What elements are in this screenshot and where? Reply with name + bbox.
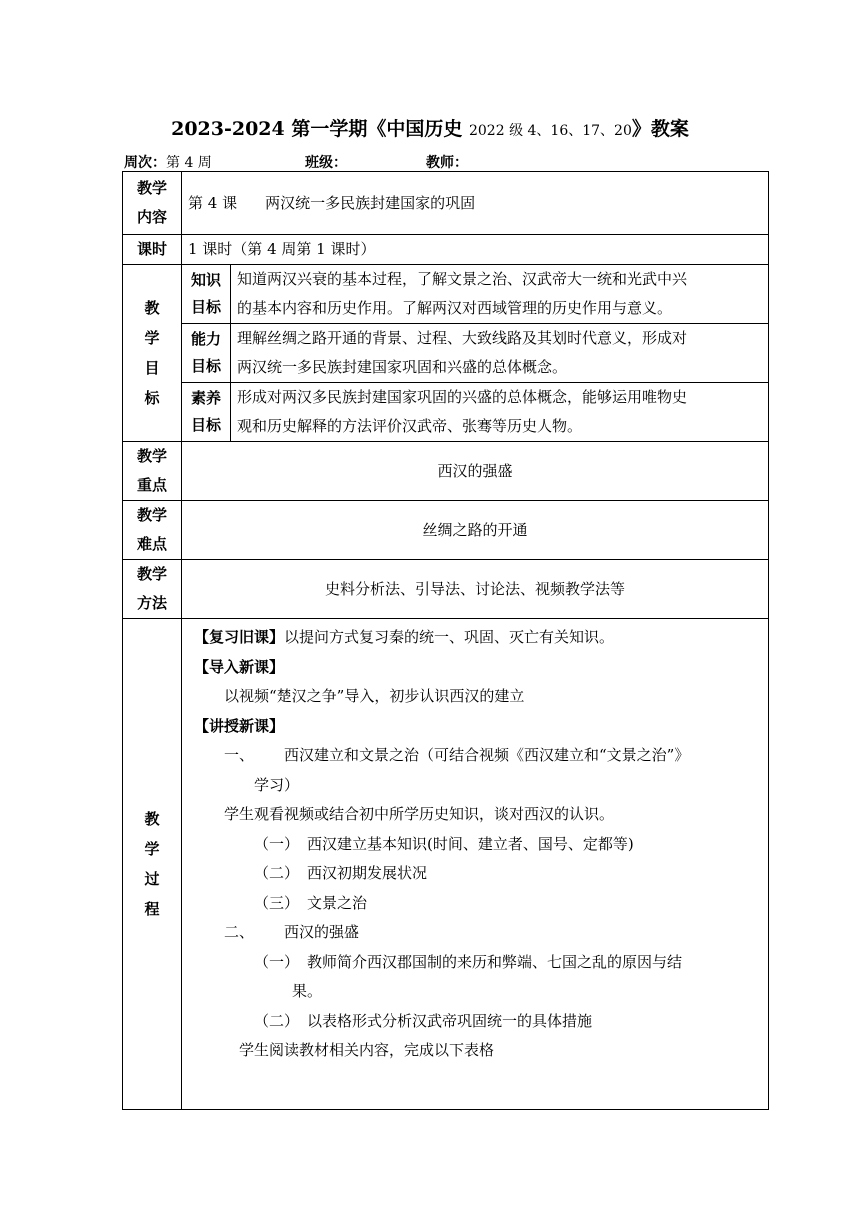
difficulty-label: 教学 难点 (123, 501, 182, 560)
goal-label-knowledge: 知识 目标 (182, 265, 231, 324)
goal-label-literacy: 素养 目标 (182, 383, 231, 442)
week-label: 周次： (124, 155, 166, 171)
process-label: 教 学 过 程 (123, 619, 182, 1110)
process-content (182, 619, 769, 1110)
goal-text-literacy: 形成对两汉多民族封建国家巩固的兴盛的总体概念，能够运用唯物史 观和历史解释的方法评价汉武帝、张骞等历史人物。 (231, 383, 769, 442)
teacher-label: 教师： (426, 155, 468, 171)
section-2-number: 二、 (224, 923, 255, 941)
class-label: 班级： (305, 155, 347, 171)
review-line (194, 623, 760, 653)
section-2-item-1-cont: 果。 (292, 982, 323, 1000)
method-label: 教学 方法 (123, 560, 182, 619)
difficulty-value: 丝绸之路的开通 (182, 501, 769, 560)
goal-text-knowledge: 知道两汉兴衰的基本过程，了解文景之治、汉武帝大一统和光武中兴 的基本内容和历史作用。了解两汉对西域管理的历史作用与意义。 (231, 265, 769, 324)
week-value: 第 4 周 (166, 155, 212, 171)
key-point-value: 西汉的强盛 (182, 442, 769, 501)
title-main-suffix: 》教案 (631, 118, 689, 140)
section-2-item-1: （一） 教师简介西汉郡国制的来历和弊端、七国之乱的原因与结 (254, 952, 683, 971)
goal-text-ability: 理解丝绸之路开通的背景、过程、大致线路及其划时代意义，形成对 两汉统一多民族封建国家巩固和兴盛的总体概念。 (231, 324, 769, 383)
title-grades: 2022 级 4、16、17、20 (468, 123, 632, 139)
section-1-title-cont: 学习） (254, 775, 300, 794)
difficulty-row (123, 501, 769, 560)
content-label: 教学 内容 (123, 172, 182, 235)
content-value (182, 172, 769, 235)
goals-label: 教 学 目 标 (123, 265, 182, 442)
goal-row-literacy (123, 383, 769, 442)
section-1-item-3: （三） 文景之治 (254, 893, 368, 912)
section-2-title: 西汉的强盛 (284, 923, 360, 941)
lesson-number: 第 4 课 (188, 193, 238, 212)
review-heading: 【复习旧课】 (194, 628, 285, 646)
lesson-plan-table (122, 171, 769, 1110)
intro-text: 以视频“楚汉之争”导入，初步认识西汉的建立 (224, 687, 525, 705)
content-row (123, 172, 769, 235)
section-2-item-2: （二） 以表格形式分析汉武帝巩固统一的具体措施 (254, 1011, 593, 1030)
hours-label: 课时 (123, 235, 182, 265)
section-2-heading (194, 918, 760, 948)
lesson-title: 两汉统一多民族封建国家的巩固 (265, 193, 476, 212)
teach-heading: 【讲授新课】 (194, 716, 285, 735)
section-1-number: 一、 (224, 746, 255, 764)
method-value: 史料分析法、引导法、讨论法、视频教学法等 (182, 560, 769, 619)
hours-row (123, 235, 769, 265)
key-point-row (123, 442, 769, 501)
class-field (305, 152, 347, 172)
goal-row-ability (123, 324, 769, 383)
section-1-heading (194, 741, 760, 771)
section-2-note: 学生阅读教材相关内容，完成以下表格 (239, 1041, 495, 1059)
teacher-field (426, 152, 468, 172)
title-main-prefix: 2023-2024 第一学期《中国历史 (171, 118, 463, 140)
week-field (124, 152, 212, 172)
goal-row-knowledge (123, 265, 769, 324)
section-1-item-2: （二） 西汉初期发展状况 (254, 864, 428, 882)
intro-heading: 【导入新课】 (194, 657, 285, 676)
section-1-item-1: （一） 西汉建立基本知识(时间、建立者、国号、定都等) (254, 834, 634, 853)
review-text: 以提问方式复习秦的统一、巩固、灭亡有关知识。 (284, 628, 615, 646)
key-point-label: 教学 重点 (123, 442, 182, 501)
page-title (0, 114, 860, 141)
process-row (123, 619, 769, 1110)
method-row (123, 560, 769, 619)
hours-value: 1 课时（第 4 周第 1 课时） (182, 235, 769, 265)
section-1-title: 西汉建立和文景之治（可结合视频《西汉建立和“文景之治”》 (284, 746, 690, 764)
goal-label-ability: 能力 目标 (182, 324, 231, 383)
section-1-note: 学生观看视频或结合初中所学历史知识，谈对西汉的认识。 (224, 805, 615, 823)
